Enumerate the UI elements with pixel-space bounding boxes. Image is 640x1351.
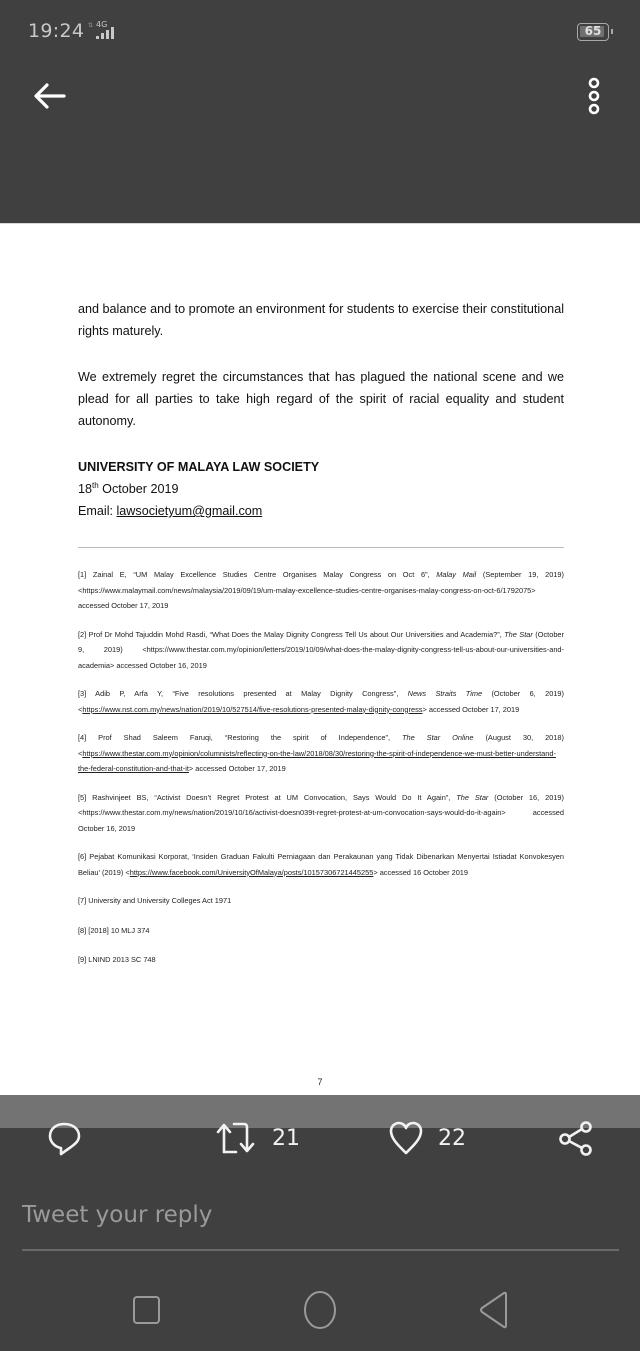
back-nav-button[interactable] xyxy=(474,1290,514,1330)
signoff-date: 18th October 2019 xyxy=(78,480,179,496)
document-page-image[interactable] xyxy=(0,223,640,1095)
share-button[interactable] xyxy=(558,1118,594,1158)
more-vertical-icon xyxy=(580,74,608,120)
tweet-action-bar xyxy=(0,1125,640,1180)
circle-icon xyxy=(300,1290,340,1330)
page-number: 7 xyxy=(317,1077,323,1087)
footnote-4: [4] Prof Shad Saleem Faruqi, “Restoring the spirit of Independence”, The Star Online (August 30, 2018) <https://www.thestar.com.my/opinion/columnists/reflecting-on-the-law/2018/08/30/restoring-the-spirit-of-independence-we-must-better-understand-the-federal-constitution-and-that-it> accessed October 17, 2019 xyxy=(78,733,564,773)
reply-underline xyxy=(22,1249,619,1251)
home-button[interactable] xyxy=(300,1290,340,1330)
share-icon xyxy=(558,1120,594,1156)
square-icon xyxy=(126,1290,166,1330)
paragraph: and balance and to promote an environment for students to exercise their constitutional rights maturely. xyxy=(78,302,564,338)
signoff-block xyxy=(78,456,564,522)
footnote-8: [8] [2018] 10 MLJ 374 xyxy=(78,925,150,935)
footnote-2: [2] Prof Dr Mohd Tajuddin Mohd Rasdi, “What Does the Malay Dignity Congress Tell Us about Our Universities and Academia?”, The Star (October 9, 2019) <https://www.thestar.com.my/opinion/letters/2019/10/09/what-does-the-malay-dignity-congress-tell-us-about-our-universities-and-academia> accessed October 16, 2019 xyxy=(78,629,564,670)
data-activity-icon: ⇅ xyxy=(88,23,94,29)
footnote-6: [6] Pejabat Komunikasi Korporat, ‘Insiden Graduan Fakulti Perniagaan dan Perakaunan yang Tidak Dibenarkan Menyertai Istiadat Konvokesyen Beliau’ (2019) <https://www.facebook.com/UniversityOfMalaya/posts/10157306721445255> accessed 16 October 2019 xyxy=(78,852,564,877)
footnotes xyxy=(78,567,564,982)
signoff-email: Email: lawsocietyum@gmail.com xyxy=(78,504,263,518)
back-button[interactable] xyxy=(30,78,70,114)
arrow-left-icon xyxy=(30,78,70,114)
triangle-back-icon xyxy=(474,1290,514,1330)
battery-level: 65 xyxy=(584,24,602,38)
retweet-count: 21 xyxy=(272,1125,300,1151)
footnote-link[interactable]: https://www.facebook.com/UniversityOfMalaya/posts/10157306721445255 xyxy=(129,867,374,877)
footnote-link[interactable]: https://www.thestar.com.my/opinion/columnists/reflecting-on-the-law/2018/08/30/restoring-the-spirit-of-independence-we-must-better-understand-the-federal-constitution-and-that-it xyxy=(78,748,556,773)
recents-button[interactable] xyxy=(126,1290,166,1330)
more-options-button[interactable] xyxy=(580,74,608,120)
reply-field[interactable] xyxy=(22,1202,619,1250)
reply-input[interactable] xyxy=(22,1202,619,1228)
footnote-9: [9] LNIND 2013 SC 748 xyxy=(78,955,156,964)
like-button[interactable] xyxy=(388,1118,466,1158)
heart-icon xyxy=(388,1120,424,1156)
battery-icon xyxy=(577,23,609,41)
footnote-1: [1] Zainal E, “UM Malay Excellence Studies Centre Organises Malay Congress on Oct 6”, Malay Mail (September 19, 2019) <https://www.malaymail.com/news/malaysia/2019/09/19/um-malay-excellence-studies-centre-organises-malay-congress-on-oct-6/1792075> accessed October 17, 2019 xyxy=(78,570,564,610)
email-link[interactable]: lawsocietyum@gmail.com xyxy=(116,504,263,518)
paragraph: We extremely regret the circumstances that has plagued the national scene and we plead for all parties to take high regard of the spirit of racial equality and student autonomy. xyxy=(78,370,564,428)
organization-name: UNIVERSITY OF MALAYA LAW SOCIETY xyxy=(78,460,320,474)
action-bar-shade xyxy=(0,1095,640,1128)
footnote-link[interactable]: https://www.nst.com.my/news/nation/2019/10/527514/five-resolutions-presented-malay-dignity-congress xyxy=(82,704,423,714)
reply-button[interactable] xyxy=(46,1118,82,1158)
speech-bubble-icon xyxy=(46,1120,82,1156)
footnote-3: [3] Adib P, Arfa Y, “Five resolutions presented at Malay Dignity Congress”, News Straits Time (October 6, 2019) <https://www.nst.com.my/news/nation/2019/10/527514/five-resolutions-presented-malay-dignity-congress> accessed October 17, 2019 xyxy=(78,689,564,714)
like-count: 22 xyxy=(438,1125,466,1151)
retweet-icon xyxy=(216,1120,258,1156)
footnote-7: [7] University and University Colleges Act 1971 xyxy=(78,896,232,905)
network-type: 4G xyxy=(96,20,108,29)
footnote-divider xyxy=(78,547,564,548)
retweet-button[interactable] xyxy=(216,1118,300,1158)
status-time: 19:24 xyxy=(28,20,85,42)
footnote-5: [5] Rashvinjeet BS, “Activist Doesn’t Regret Protest at UM Convocation, Says Would Do It Again”, The Star (October 16, 2019) <https://www.thestar.com.my/news/nation/2019/10/16/activist-doesn039t-regret-protest-at-um-convocation-says-would-do-it-again> accessed October 16, 2019 xyxy=(78,792,564,833)
top-chrome xyxy=(0,0,640,223)
cellular-signal-icon xyxy=(88,20,122,42)
